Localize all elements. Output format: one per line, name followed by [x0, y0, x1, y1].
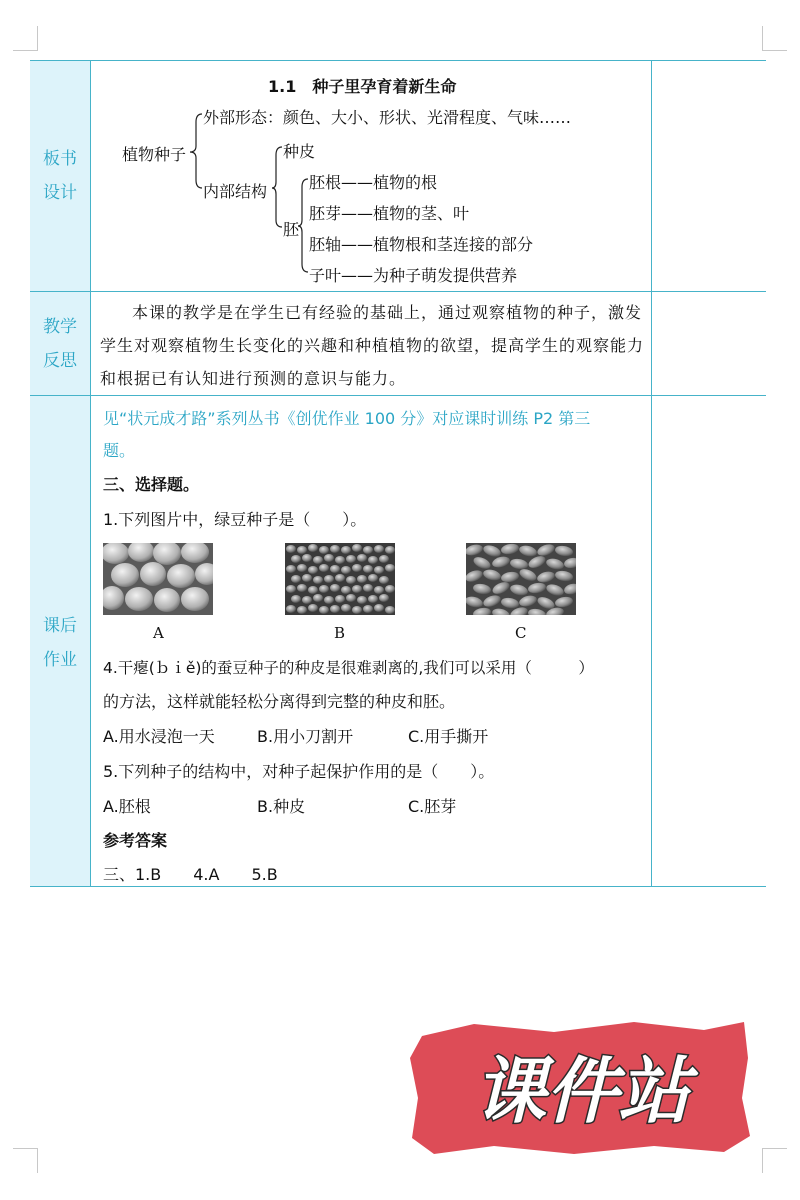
- board-part-cotyledon: 子叶——为种子萌发提供营养: [309, 266, 518, 285]
- homework-reference-line2: 题。: [103, 441, 136, 460]
- board-embryo: 胚: [283, 220, 300, 239]
- crop-mark-bottom-right: [762, 1148, 787, 1173]
- homework-label: 课后 作业: [43, 616, 77, 670]
- seed-image-c: [466, 543, 576, 615]
- reflection-label: 教学 反思: [43, 317, 77, 371]
- board-brackets: [0, 0, 800, 300]
- question-4-option-c: C.用手撕开: [408, 727, 489, 746]
- watermark-text: 课件站: [473, 1049, 691, 1133]
- board-part-radicle: 胚根——植物的根: [309, 173, 438, 192]
- board-external-form: 外部形态：颜色、大小、形状、光滑程度、气味……: [203, 108, 572, 127]
- question-4-line2: 的方法，这样就能轻松分离得到完整的种皮和胚。: [103, 692, 456, 711]
- board-root-node: 植物种子: [122, 145, 187, 164]
- board-part-plumule: 胚芽——植物的茎、叶: [309, 204, 470, 223]
- seed-image-a: [103, 543, 213, 615]
- question-4-option-b: B.用小刀割开: [257, 727, 354, 746]
- watermark-stamp: [404, 1018, 760, 1158]
- board-internal-structure: 内部结构: [203, 182, 268, 201]
- board-seed-coat: 种皮: [283, 142, 316, 161]
- question-5-option-c: C.胚芽: [408, 797, 457, 816]
- question-5: 5.下列种子的结构中，对种子起保护作用的是（ ）。: [103, 762, 495, 781]
- question-4-line1: 4.干瘪(ｂｉě)的蚕豆种子的种皮是很难剥离的,我们可以采用（ ）: [103, 659, 594, 677]
- board-title: 1.1 种子里孕育着新生命: [268, 77, 457, 96]
- crop-mark-bottom-left: [13, 1148, 38, 1173]
- section-heading: 三、选择题。: [103, 475, 200, 494]
- option-a-caption: A: [153, 624, 164, 642]
- question-5-option-b: B.种皮: [257, 797, 306, 816]
- answer-title: 参考答案: [103, 831, 168, 850]
- homework-reference-line1: 见“状元成才路”系列丛书《创优作业 100 分》对应课时训练 P2 第三: [103, 409, 591, 428]
- question-4-option-a: A.用水浸泡一天: [103, 727, 215, 746]
- row-divider-2: [30, 395, 766, 396]
- option-b-caption: B: [334, 624, 346, 642]
- reflection-text: 本课的教学是在学生已有经验的基础上，通过观察植物的种子，激发学生对观察植物生长变化的兴趣和种植植物的欲望，提高学生的观察能力和根据已有认知进行预测的意识与能力。: [100, 303, 645, 388]
- question-5-option-a: A.胚根: [103, 797, 151, 816]
- seed-image-b: [285, 543, 395, 615]
- board-label: 板书 设计: [43, 149, 77, 203]
- table-bottom-border: [30, 886, 766, 887]
- answer-key: 三、1.B 4.A 5.B: [103, 865, 278, 884]
- option-c-caption: C: [515, 624, 527, 642]
- question-1: 1.下列图片中，绿豆种子是（ ）。: [103, 510, 367, 529]
- board-part-hypocotyl: 胚轴——植物根和茎连接的部分: [309, 235, 534, 254]
